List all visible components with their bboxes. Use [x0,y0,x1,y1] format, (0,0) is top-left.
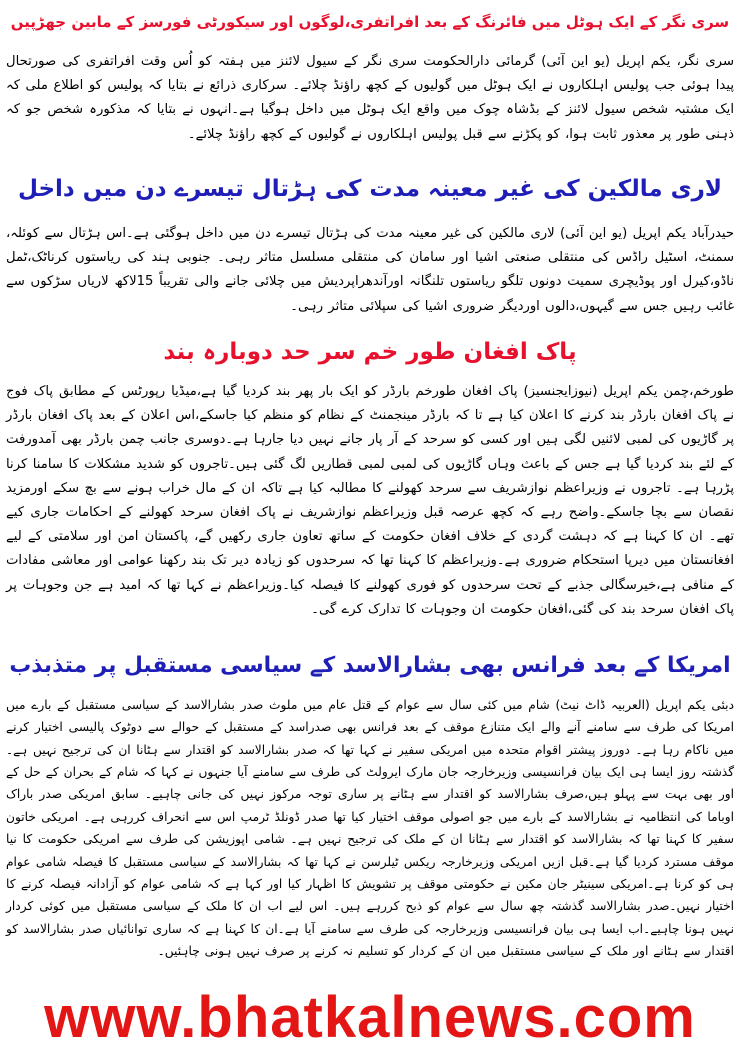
article-pak-afghan-border: طورخم،چمن یکم اپریل (نیوزایجنسیز) پاک افغان طورخم بارڈر کو ایک بار پھر بند کردیا گیا ہے،میڈیا رپورٹس کے مطابق پاک فوج نے پاک افغان بارڈر بند کرنے کا اعلان کیا ہے تا کہ بارڈر مینجمنٹ کے نظام کو منظم کیا جاسکے،اس اعلان کے بعد پاک افغان بارڈر پر گاڑیوں کی لمبی لائنیں لگی ہیں اور کسی کو سرحد کے آر پار جانے نہیں دیا جارہا ہے۔دوسری جانب چمن بارڈر بھی آمدورفت کے لئے بند کردیا گیا ہے جس کے باعث وہاں گاڑیوں کی لمبی لمبی قطاریں لگ گئی ہیں۔تاجروں کو شدید مشکلات کا سامنا کرنا پڑرہا ہے۔ تاجروں نے وزیراعظم نوازشریف سے سرحد کھولنے کا مطالبہ کیا ہے تاکہ ان کے مال خراب ہونے سے بچ سکے اورمزید نقصان سے بچا جاسکے۔واضح رہے کہ کچھ عرصہ قبل وزیراعظم نوازشریف نے پاک افغان سرحد کھولنے کے احکامات جاری کیے تھے۔ ان کا کہنا ہے کہ دہشت گردی کے خلاف افغان حکومت کے ساتھ تعاون جاری رکھیں گے، پاکستان امن اور سلامتی کے لیے افغانستان میں دیرپا استحکام ضروری ہے۔وزیراعظم کا کہنا تھا کہ سرحدوں کو زیادہ دیر تک بند رکھنا عوامی اور معاشی مفادات کے منافی ہے،خیرسگالی جذبے کے تحت سرحدوں کو فوری کھولنے کا فیصلہ کیا۔وزیراعظم نے کہا تھا کہ امید ہے جن وجوہات پر پاک افغان سرحد بند کی گئی،افغان حکومت ان وجوہات کا تدارک کرے گی۔ [6,384,734,617]
website-url[interactable]: www.bhatkalnews.com [44,985,696,1050]
article-lorry-strike: حیدرآباد یکم اپریل (یو این آئی) لاری مالکین کی غیر معینہ مدت کی ہڑتال تیسرے دن میں داخل ہوگئی ہے۔اس ہڑتال سے کوئلہ، سمنٹ، اسٹیل راڈس کی منتقلی صنعتی اشیا اور سامان کی منتقلی مسلسل متاثر رہی۔ جنوبی ہند کی ریاستوں کرناٹک،ٹمل ناڈو،کیرل اور پوڈیچری سمیت دونوں تلگو ریاستوں تلنگانہ اورآندھراپردیش میں چلائی جانے والی تقریباً 15لاکھ لاریاں سڑکوں سے غائب رہیں جس سے گیہوں،دالوں اوردیگر ضروری اشیا کی سپلائی متاثر رہی۔ [6,226,734,314]
headline-france-assad: امریکا کے بعد فرانس بھی بشارالاسد کے سیاسی مستقبل پر متذبذب [9,653,731,678]
headline-pak-afghan-border: پاک افغان طور خم سر حد دوبارہ بند [163,339,577,365]
article-srinagar-hotel: سری نگر، یکم اپریل (یو این آئی) گرمائی دارالحکومت سری نگر کے سیول لائنز میں ہفتہ کو اُس وقت افراتفری کی صورتحال پیدا ہوئی جب پولیس اہلکاروں نے ایک ہوٹل میں گولیوں کے کچھ راؤنڈ چلائے۔ سرکاری ذرائع نے بتایا کہ پولیس کو اطلاع ملی کہ ایک مشتبہ شخص سیول لائنز کے بڈشاہ چوک میں واقع ایک ہوٹل میں داخل ہوگیا ہے۔انہوں نے بتایا کہ مذکورہ شخص جو کہ ذہنی طور پر معذور ثابت ہوا، کو پکڑنے سے قبل پولیس اہلکاروں نے گولیوں کے کچھ راؤنڈ چلائے۔ [6,54,734,142]
headline-lorry-strike: لاری مالکین کی غیر معینہ مدت کی ہڑتال تیسرے دن میں داخل [17,176,723,202]
headline-srinagar-hotel: سری نگر کے ایک ہوٹل میں فائرنگ کے بعد افراتفری،لوگوں اور سیکورٹی فورسز کے مابین جھڑپیں [10,13,730,31]
article-france-assad: دبئی یکم اپریل (العربیہ ڈاٹ نیٹ) شام میں کئی سال سے عوام کے قتل عام میں ملوث صدر بشارالاسد کے سیاسی مستقبل کے بارے میں امریکا کی طرف سے سامنے آنے والے ایک متنازع موقف کے بعد فرانس بھی صدراسد کے مستقبل کے حوالے سے دوٹوک پالیسی اختیار کرنے میں ناکام رہا ہے۔ دوروز پیشتر اقوام متحدہ میں امریکی سفیر نے کہا تھا کہ صدر بشارالاسد کو اقتدار سے ہٹانا ان کی ترجیح نہیں ہے۔ گذشتہ روز ایسا ہی ایک بیان فرانسیسی وزیرخارجہ جان مارک ایرولٹ کی طرف سے سامنے آیا جنہوں نے کہا کہ شام کے بحران کے حل کے اور بھی بہت سے پہلو ہیں،صرف بشارالاسد کو اقتدار سے ہٹانے پر ساری توجہ مرکوز نہیں کی جانی چاہیے۔ سابق امریکی صدر باراک اوباما کی انتظامیہ نے بشارالاسد کے بارے میں جو اصولی موقف اختیار کیا تھا صدر ڈونلڈ ٹرمپ اس سے انحراف کررہی ہے۔ امریکی خاتون سفیر کا کہنا تھا کہ بشارالاسد کو اقتدار سے ہٹانا ان کے ملک کی ترجیح نہیں ہے۔ شامی اپوزیشن کی طرف سے امریکی حکومت کا نیا موقف مسترد کردیا گیا ہے۔قبل ازیں امریکی وزیرخارجہ ریکس ٹیلرسن نے کہا تھا کہ بشارالاسد کے سیاسی مستقبل کا فیصلہ شامی عوام ہی کو کرنا ہے۔امریکی سینیٹر جان مکین نے حکومتی موقف پر تشویش کا اظہار کیا اور کہا ہے کہ شامی عوام کو آزادانہ فیصلہ کرنے کا اختیار نہیں۔صدر بشارالاسد گذشتہ چھ سال سے عوام کو ذبح کررہے ہیں۔ اس لیے اب ان کا ملک کے سیاسی مستقبل میں کوئی کردار نہیں ہونا چاہیے۔اب ایسا ہی بیان فرانسیسی وزیرخارجہ کی طرف سے سامنے آیا ہے۔ان کا کہنا ہے کہ ساری توانائیاں صدر بشارالاسد کو اقتدار سے ہٹانے اور ملک کے سیاسی مستقبل میں ان کے کردار کو تسلیم نہ کرنے پر صرف نہیں ہونی چاہئیں۔ [6,698,734,958]
